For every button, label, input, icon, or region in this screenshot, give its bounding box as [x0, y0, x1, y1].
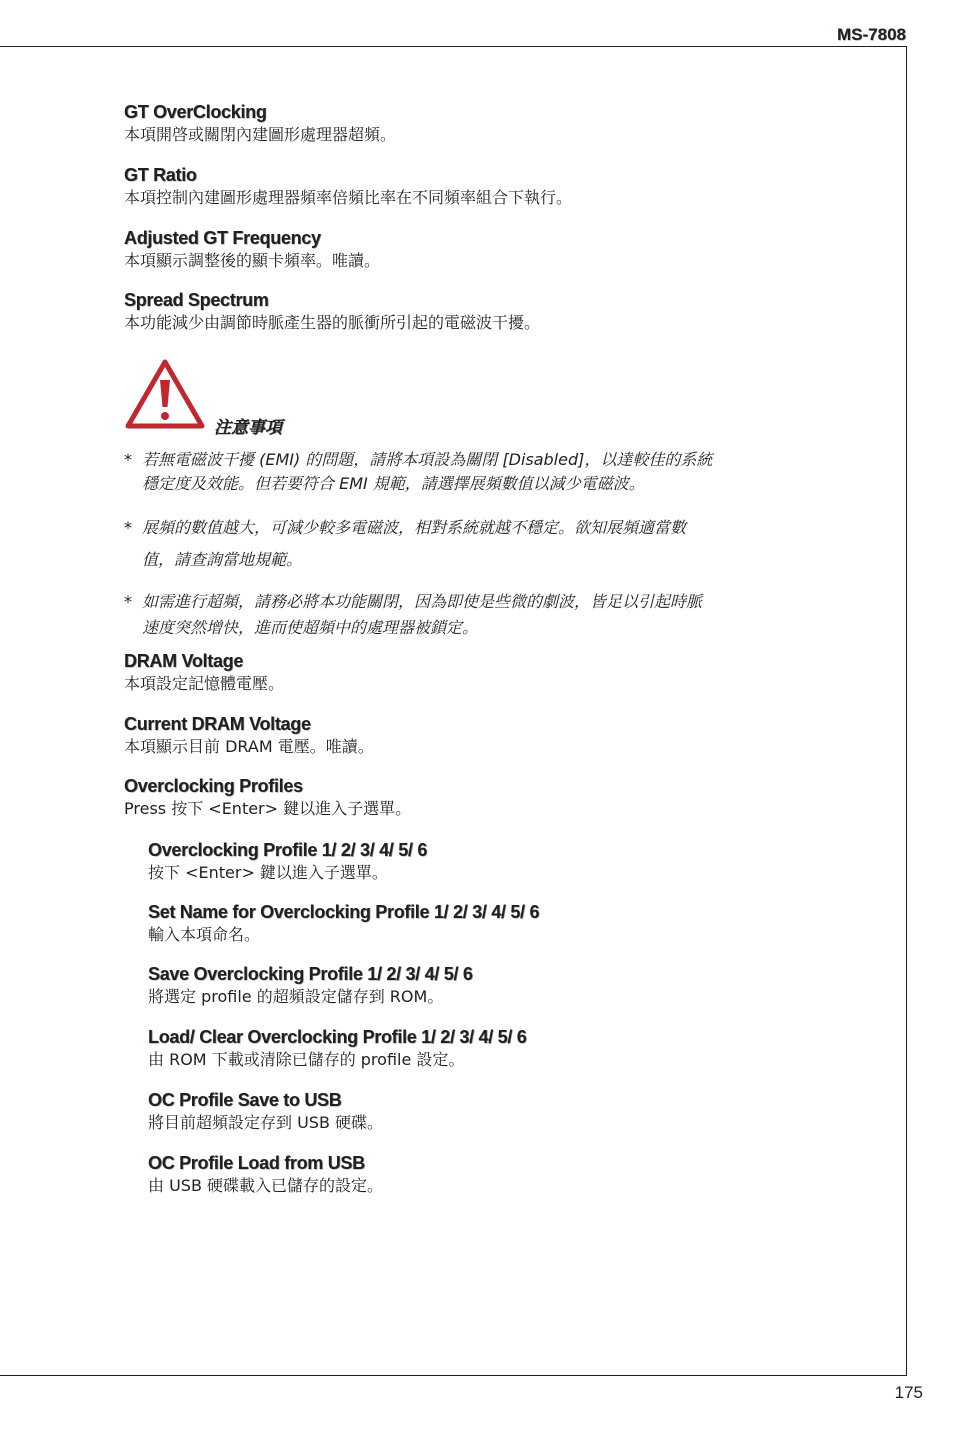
header-rule: [0, 46, 906, 47]
subsection-load-clear-profile: [148, 1026, 526, 1072]
warning-triangle-icon: [124, 358, 206, 430]
note-line: 穩定度及效能。但若要符合 EMI 規範，請選擇展頻數值以減少電磁波。: [142, 474, 645, 493]
section-spread-spectrum: [124, 289, 540, 335]
subsection-heading: Overclocking Profile 1/ 2/ 3/ 4/ 5/ 6: [148, 840, 428, 860]
warning-title: 注意事項: [214, 418, 282, 438]
warning-note: [124, 512, 864, 576]
section-heading: GT OverClocking: [124, 102, 267, 122]
subsection-heading: OC Profile Load from USB: [148, 1153, 365, 1173]
section-gt-overclocking: [124, 101, 396, 147]
section-adjusted-gt-frequency: [124, 227, 380, 273]
subsection-heading: Set Name for Overclocking Profile 1/ 2/ 3/ 4/ 5/ 6: [148, 902, 540, 922]
section-heading: GT Ratio: [124, 165, 197, 185]
note-bullet: *: [124, 592, 132, 611]
subsection-load-from-usb: [148, 1152, 383, 1198]
subsection-overclocking-profile: [148, 839, 427, 885]
section-description: 本項顯示調整後的顯卡頻率。唯讀。: [124, 251, 381, 270]
note-bullet: *: [124, 450, 132, 469]
note-line: 展頻的數值越大，可減少較多電磁波，相對系統就越不穩定。欲知展頻適當數: [142, 518, 687, 537]
section-heading: Spread Spectrum: [124, 290, 269, 310]
subsection-description: 由 USB 硬碟載入已儲存的設定。: [148, 1176, 384, 1195]
subsection-description: 輸入本項命名。: [148, 925, 261, 944]
subsection-save-to-usb: [148, 1089, 383, 1135]
model-number: MS-7808: [837, 25, 906, 44]
note-line: 值，請查詢當地規範。: [142, 550, 303, 569]
section-heading: DRAM Voltage: [124, 651, 244, 671]
section-description: Press 按下 <Enter> 鍵以進入子選單。: [124, 799, 412, 818]
section-description: 本項設定記憶體電壓。: [124, 674, 285, 693]
section-heading: Overclocking Profiles: [124, 776, 303, 796]
warning-note: [124, 444, 864, 500]
subsection-heading: OC Profile Save to USB: [148, 1090, 342, 1110]
page-side-rule: [906, 46, 907, 1376]
note-line: 如需進行超頻，請務必將本功能關閉，因為即使是些微的劇波，皆足以引起時脈: [142, 592, 703, 611]
section-description: 本項顯示目前 DRAM 電壓。唯讀。: [124, 737, 374, 756]
page-number: 175: [894, 1383, 923, 1402]
subsection-description: 按下 <Enter> 鍵以進入子選單。: [148, 863, 388, 882]
subsection-set-name: [148, 901, 539, 947]
note-line: 速度突然增快，進而使超頻中的處理器被鎖定。: [142, 618, 479, 637]
section-heading: Current DRAM Voltage: [124, 714, 311, 734]
subsection-description: 將目前超頻設定存到 USB 硬碟。: [148, 1113, 384, 1132]
footer-rule: [0, 1375, 907, 1376]
note-line: 若無電磁波干擾 (EMI) 的問題，請將本項設為關閉 [Disabled]，以達較佳的系統: [142, 450, 713, 469]
section-description: 本項開啓或關閉內建圖形處理器超頻。: [124, 125, 397, 144]
section-description: 本項控制內建圖形處理器頻率倍頻比率在不同頻率組合下執行。: [124, 188, 573, 207]
section-overclocking-profiles: [124, 775, 411, 821]
subsection-description: 由 ROM 下載或清除已儲存的 profile 設定。: [148, 1050, 465, 1069]
warning-note: [124, 586, 864, 644]
section-gt-ratio: [124, 164, 572, 210]
section-current-dram-voltage: [124, 713, 374, 759]
subsection-save-profile: [148, 963, 473, 1009]
subsection-heading: Save Overclocking Profile 1/ 2/ 3/ 4/ 5/ 6: [148, 964, 473, 984]
note-bullet: *: [124, 518, 132, 537]
section-description: 本功能減少由調節時脈產生器的脈衝所引起的電磁波干擾。: [124, 313, 541, 332]
section-heading: Adjusted GT Frequency: [124, 228, 321, 248]
subsection-heading: Load/ Clear Overclocking Profile 1/ 2/ 3/ 4/ 5/ 6: [148, 1027, 527, 1047]
section-dram-voltage: [124, 650, 284, 696]
subsection-description: 將選定 profile 的超頻設定儲存到 ROM。: [148, 987, 444, 1006]
